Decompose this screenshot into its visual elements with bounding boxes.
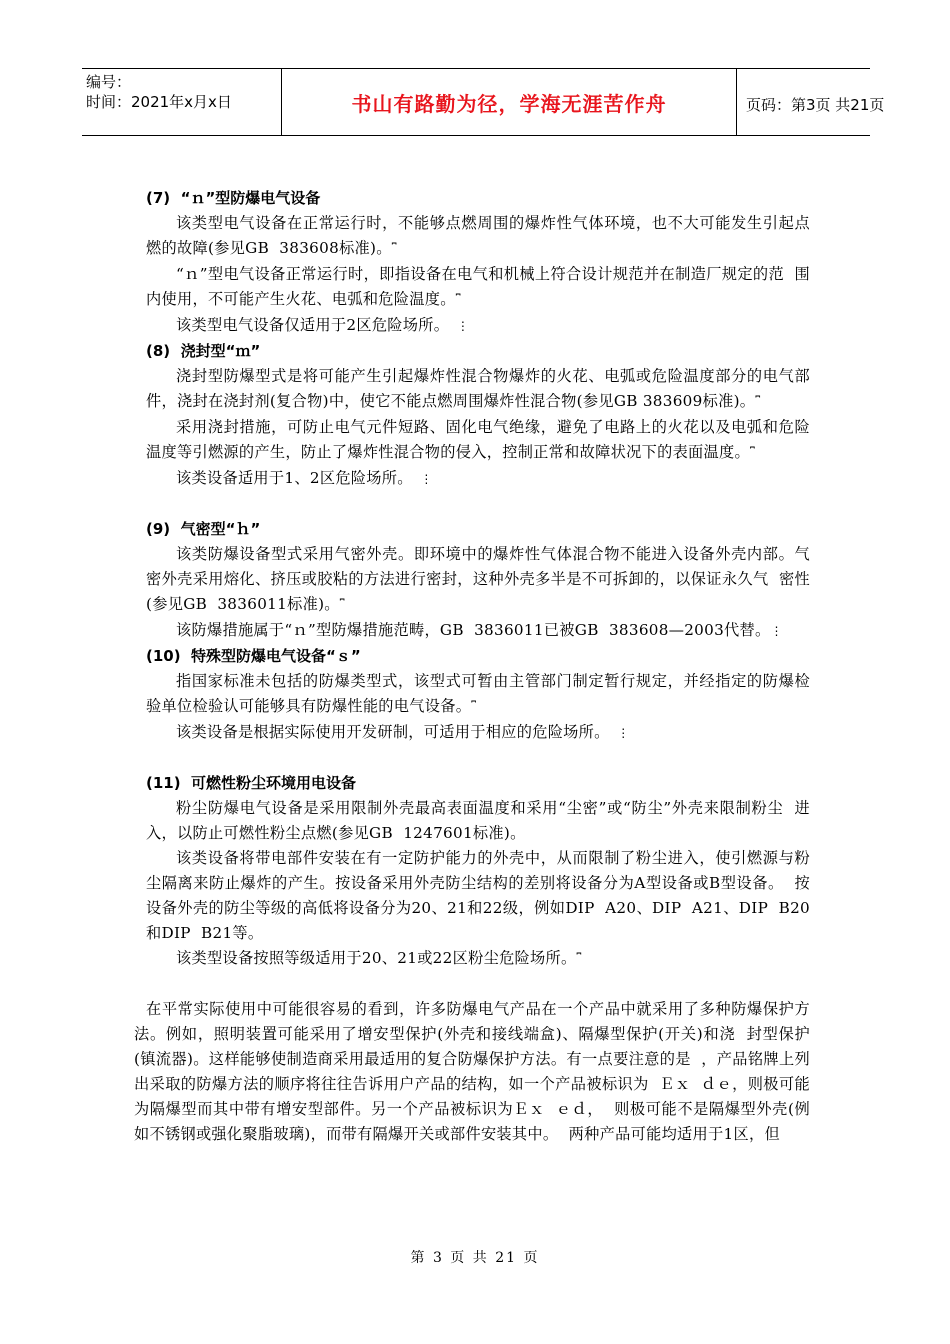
paragraph: 该类型设备按照等级适用于20、21或22区粉尘危险场所。⎴ <box>176 949 582 967</box>
paragraph: “ｎ”型电气设备正常运行时，即指设备在电气和机械上符合设计规范并在制造厂规定的范 围内使用，不可能产生火花、电弧和危险温度。⎴ <box>146 265 810 308</box>
doc-time-label: 时间：2021年x月x日 <box>86 93 232 111</box>
header-motto: 书山有路勤为径，学海无涯苦作舟 <box>281 69 737 136</box>
section-heading: (7) “ｎ”型防爆电气设备 <box>146 189 321 207</box>
header-info <box>86 72 276 112</box>
section-heading: (11) 可燃性粉尘环境用电设备 <box>146 774 357 792</box>
paragraph: 该防爆措施属于“ｎ”型防爆措施范畴，GB 3836011已被GB 383608—2003代替。⋮ <box>176 621 783 639</box>
paragraph: 采用浇封措施，可防止电气元件短路、固化电气绝缘，避免了电路上的火花以及电弧和危险 温度等引燃源的产生，防止了爆炸性混合物的侵入，控制正常和故障状况下的表面温度。⎴ <box>146 418 821 461</box>
paragraph: 指国家标准未包括的防爆类型式，该型式可暂由主管部门制定暂行规定，并经指定的防爆检 验单位检验认可能够具有防爆性能的电气设备。⎴ <box>146 672 821 715</box>
section-heading: (10) 特殊型防爆电气设备“ｓ” <box>146 647 361 665</box>
paragraph: 该类设备适用于1、2区危险场所。 ⋮ <box>176 469 433 487</box>
document-body <box>134 186 821 1147</box>
page-header <box>82 68 885 136</box>
doc-number-label: 编号： <box>86 73 132 91</box>
paragraph: 该类防爆设备型式采用气密外壳。即环境中的爆炸性气体混合物不能进入设备外壳内部。气 密外壳采用熔化、挤压或胶粘的方法进行密封，这种外壳多半是不可拆卸的，以保证永久气 密性(参见GB 3836011标准)。⎴ <box>146 545 821 613</box>
section-heading: (8) 浇封型“ｍ” <box>146 342 261 360</box>
paragraph: 该类设备是根据实际使用开发研制，可适用于相应的危险场所。 ⋮ <box>176 723 630 741</box>
section-heading: (9) 气密型“ｈ” <box>146 520 261 538</box>
paragraph: 该类型电气设备仅适用于2区危险场所。 ⋮ <box>176 316 469 334</box>
header-page-info: 页码：第3页 共21页 <box>746 96 885 114</box>
paragraph: 该类型电气设备在正常运行时，不能够点燃周围的爆炸性气体环境，也不大可能发生引起点 燃的故障(参见GB 383608标准)。⎴ <box>146 214 821 257</box>
paragraph: 浇封型防爆型式是将可能产生引起爆炸性混合物爆炸的火花、电弧或危险温度部分的电气部 件，浇封在浇封剂(复合物)中，使它不能点燃周围爆炸性混合物(参见GB 383609标准)。⎴ <box>146 367 821 410</box>
page-footer: 第 3 页 共 21 页 <box>410 1250 540 1266</box>
paragraph: 粉尘防爆电气设备是采用限制外壳最高表面温度和采用“尘密”或“防尘”外壳来限制粉尘 进入，以防止可燃性粉尘点燃(参见GB 1247601标准)。 <box>146 799 810 842</box>
paragraph: 该类设备将带电部件安装在有一定防护能力的外壳中，从而限制了粉尘进入，使引燃源与粉 尘隔离来防止爆炸的产生。按设备采用外壳防尘结构的差别将设备分为A型设备或B型设备。 按设备外壳的防尘等级的高低将设备分为20、21和22级，例如DIP A20、DIP A21、DIP B20 和DIP B21等。 <box>146 849 821 942</box>
closing-paragraph: 在平常实际使用中可能很容易的看到，许多防爆电气产品在一个产品中就采用了多种防爆保护方法。例如，照明装置可能采用了增安型保护(外壳和接线端盒)、隔爆型保护(开关)和浇 封型保护(镇流器)。这样能够使制造商采用最适用的复合防爆保护方法。有一点要注意的是 ，产品铭牌上列出采取的防爆方法的顺序将往往告诉用户产品的结构，如一个产品被标识为 Ｅｘ ｄｅ，则极可能为隔爆型而其中带有增安型部件。另一个产品被标识为Ｅｘ ｅｄ， 则极可能不是隔爆型外壳(例如不锈钢或强化聚脂玻璃)，而带有隔爆开关或部件安装其中。 两种产品可能均适用于1区，但 <box>134 1000 810 1143</box>
